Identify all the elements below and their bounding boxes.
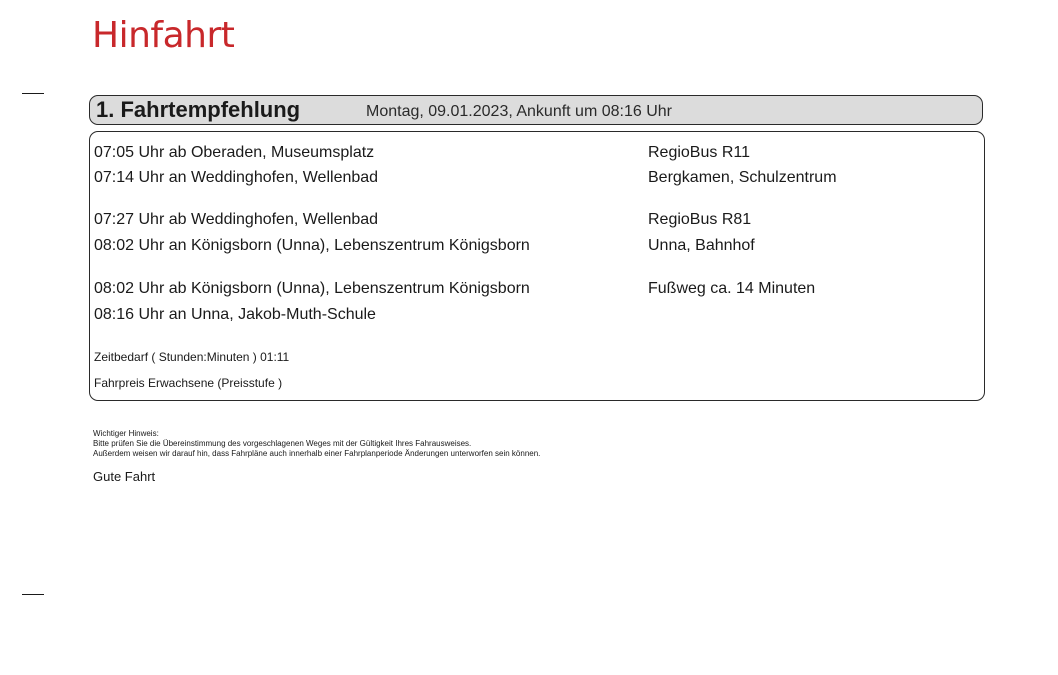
leg-1-arrival: 07:14 Uhr an Weddinghofen, Wellenbad bbox=[94, 169, 379, 186]
leg-2-direction: Unna, Bahnhof bbox=[648, 237, 755, 254]
recommendation-header bbox=[89, 95, 983, 125]
itinerary-box bbox=[89, 131, 985, 401]
recommendation-title: 1. Fahrtempfehlung bbox=[96, 97, 301, 122]
fare-info: Fahrpreis Erwachsene (Preisstufe ) bbox=[94, 376, 283, 390]
fold-mark-top bbox=[22, 93, 44, 94]
page-title: Hinfahrt bbox=[92, 15, 235, 56]
leg-2-line: RegioBus R81 bbox=[648, 211, 752, 228]
leg-1-line: RegioBus R11 bbox=[648, 144, 750, 161]
fold-mark-bottom bbox=[22, 594, 44, 595]
leg-1-direction: Bergkamen, Schulzentrum bbox=[648, 169, 837, 186]
leg-3-departure: 08:02 Uhr ab Königsborn (Unna), Lebenszentrum Königsborn bbox=[94, 280, 530, 297]
recommendation-date: Montag, 09.01.2023, Ankunft um 08:16 Uhr bbox=[366, 103, 672, 120]
leg-3-arrival: 08:16 Uhr an Unna, Jakob-Muth-Schule bbox=[94, 306, 376, 323]
leg-1-departure: 07:05 Uhr ab Oberaden, Museumsplatz bbox=[94, 144, 375, 161]
notice-line-2: Außerdem weisen wir darauf hin, dass Fahrpläne auch innerhalb einer Fahrplanperiode Änderungen unterworfen sein können. bbox=[93, 449, 541, 458]
closing-text: Gute Fahrt bbox=[93, 469, 156, 484]
travel-duration: Zeitbedarf ( Stunden:Minuten ) 01:11 bbox=[94, 350, 290, 364]
notice-line-1: Bitte prüfen Sie die Übereinstimmung des vorgeschlagenen Weges mit der Gültigkeit Ihres Fahrausweises. bbox=[93, 439, 472, 448]
leg-2-arrival: 08:02 Uhr an Königsborn (Unna), Lebenszentrum Königsborn bbox=[94, 237, 530, 254]
notice-heading: Wichtiger Hinweis: bbox=[93, 429, 159, 438]
important-notice bbox=[93, 429, 540, 459]
leg-3-line: Fußweg ca. 14 Minuten bbox=[648, 280, 816, 297]
leg-2-departure: 07:27 Uhr ab Weddinghofen, Wellenbad bbox=[94, 211, 379, 228]
